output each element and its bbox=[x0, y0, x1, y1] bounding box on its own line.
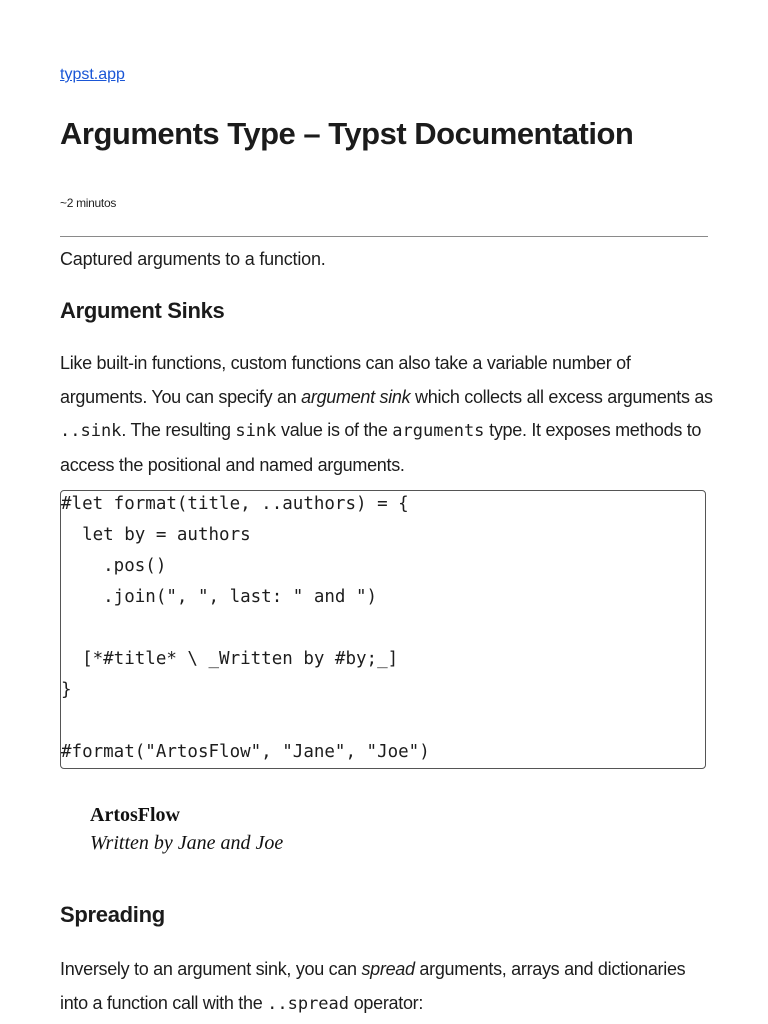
site-link[interactable]: typst.app bbox=[60, 66, 125, 83]
reading-time: ~2 minutos bbox=[60, 196, 117, 210]
code-line: #let format(title, ..authors) = { bbox=[61, 494, 409, 514]
code-line: let by = authors bbox=[61, 525, 251, 545]
inline-code-sink: ..sink bbox=[60, 421, 122, 441]
divider bbox=[60, 236, 708, 237]
emphasis-argument-sink: argument sink bbox=[301, 386, 411, 407]
text-segment: Inversely to an argument sink, you can bbox=[60, 959, 362, 979]
page-title: Arguments Type – Typst Documentation bbox=[60, 116, 634, 151]
text-segment: operator: bbox=[349, 992, 424, 1013]
spreading-paragraph bbox=[60, 953, 715, 1021]
inline-code-sink-value: sink bbox=[235, 421, 277, 441]
text-segment: arguments, arrays and dictionaries into a function call with the bbox=[60, 959, 686, 1013]
text-segment: value is of the bbox=[276, 420, 393, 440]
emphasis-spread: spread bbox=[361, 959, 415, 979]
text-segment: Like built-in functions, custom functions can also take a variable number of arguments. You can specify an bbox=[60, 353, 631, 407]
inline-code-arguments: arguments bbox=[392, 421, 485, 441]
inline-code-spread: ..spread bbox=[267, 993, 350, 1014]
code-line: } bbox=[61, 680, 72, 700]
heading-argument-sinks: Argument Sinks bbox=[60, 298, 225, 323]
code-line: [*#title* \ _Written by #by;_] bbox=[61, 649, 399, 669]
code-line: .join(", ", last: " and ") bbox=[61, 587, 378, 607]
text-segment: . The resulting bbox=[121, 420, 236, 440]
heading-spreading: Spreading bbox=[60, 902, 165, 927]
code-line: #format("ArtosFlow", "Jane", "Joe") bbox=[61, 742, 430, 762]
intro-text: Captured arguments to a function. bbox=[60, 249, 326, 269]
output-preview-subtitle: Written by Jane and Joe bbox=[90, 832, 284, 854]
code-line: .pos() bbox=[61, 556, 167, 576]
text-segment: which collects all excess arguments as bbox=[410, 386, 713, 407]
code-block[interactable] bbox=[60, 490, 706, 769]
text-segment: type. It exposes methods to access the positional and named arguments. bbox=[60, 420, 702, 475]
output-preview-title: ArtosFlow bbox=[90, 804, 180, 826]
argument-sinks-paragraph bbox=[60, 347, 715, 482]
